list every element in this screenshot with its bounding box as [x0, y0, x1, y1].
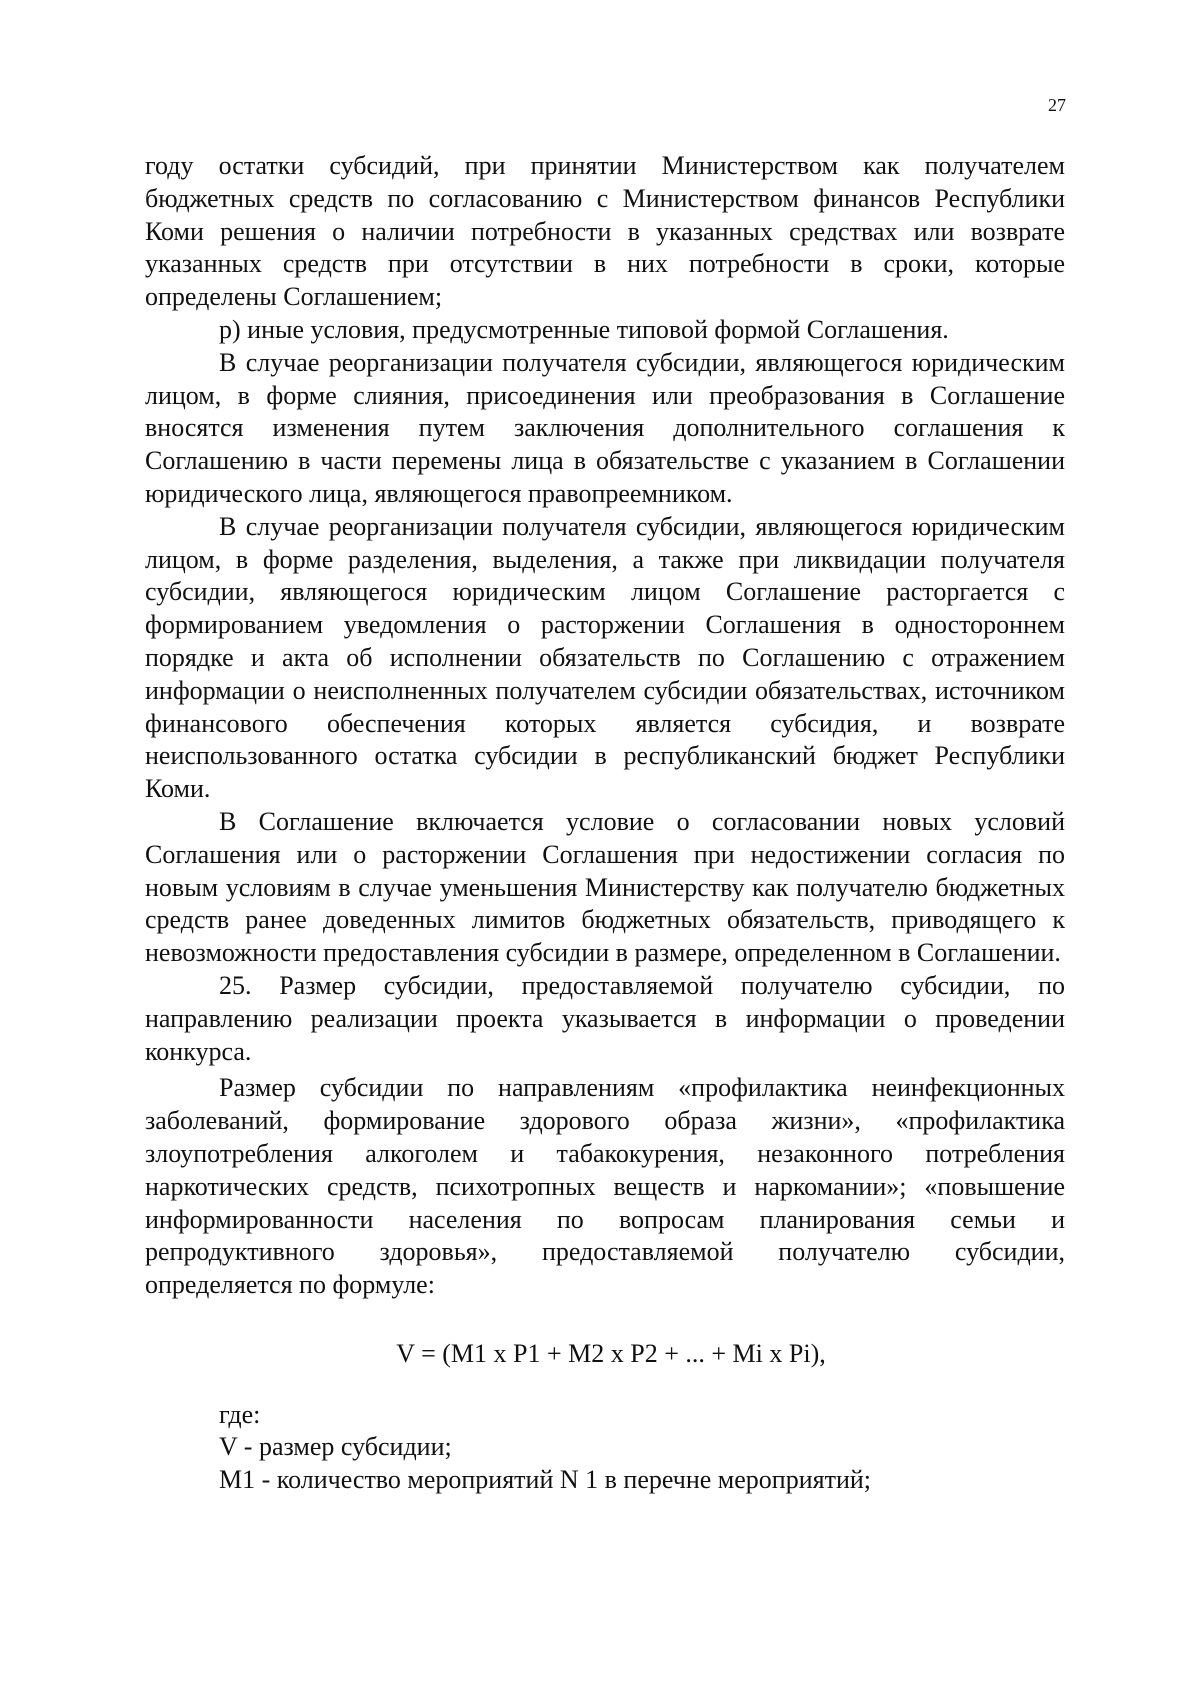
paragraph-other-conditions: р) иные условия, предусмотренные типовой формой Соглашения.	[219, 314, 949, 344]
definition-m1: M1 - количество мероприятий N 1 в перечне мероприятий;	[219, 1465, 871, 1495]
paragraph-subsidy-size: Размер субсидии по направлениям «профилактика неинфекционных заболеваний, формирование здорового образа жизни», «профилактика злоупотребления алкоголем и табакокурения, незаконного потребления наркотических средств, психотропных веществ и наркомании»; «повышение информированности населения по вопросам планирования семьи и репродуктивного здоровья», предоставляемой получателю субсидии, определяется по формуле:	[145, 1073, 1065, 1300]
definition-v: V - размер субсидии;	[219, 1432, 452, 1462]
definitions-intro: где:	[219, 1399, 261, 1429]
paragraph-reorganization-merger: В случае реорганизации получателя субсидии, являющегося юридическим лицом, в форме слияния, присоединения или преобразования в Соглашение вносятся изменения путем заключения дополнительного соглашения к Соглашению в части перемены лица в обязательстве с указанием в Соглашении юридического лица, являющегося правопреемником.	[145, 347, 1065, 508]
document-body	[145, 150, 1065, 1497]
paragraph-reorganization-division: В случае реорганизации получателя субсидии, являющегося юридическим лицом, в форме разделения, выделения, а также при ликвидации получателя субсидии, являющегося юридическим лицом Соглашение расторгается с формированием уведомления о расторжении Соглашения в одностороннем порядке и акта об исполнении обязательств по Соглашению с отражением информации о неисполненных получателем субсидии обязательствах, источником финансового обеспечения которых является субсидия, и возврате неиспользованного остатка субсидии в республиканский бюджет Республики Коми.	[145, 511, 1065, 804]
subsidy-formula: V = (M1 x P1 + M2 x P2 + ... + Mi x Pi),	[396, 1338, 826, 1368]
paragraph-new-conditions: В Соглашение включается условие о согласовании новых условий Соглашения или о расторжении Соглашения при недостижении согласия по новым условиям в случае уменьшения Министерству как получателю бюджетных средств ранее доведенных лимитов бюджетных обязательств, приводящего к невозможности предоставления субсидии в размере, определенном в Соглашении.	[145, 806, 1065, 968]
paragraph-subsidy-remainders: году остатки субсидий, при принятии Министерством как получателем бюджетных средств по согласованию с Министерством финансов Республики Коми решения о наличии потребности в указанных средствах или возврате указанных средств при отсутствии в них потребности в сроки, которые определены Соглашением;	[145, 151, 1065, 312]
paragraph-item-25: 25. Размер субсидии, предоставляемой получателю субсидии, по направлению реализации проекта указывается в информации о проведении конкурса.	[145, 970, 1065, 1066]
page-number: 27	[1048, 95, 1066, 115]
